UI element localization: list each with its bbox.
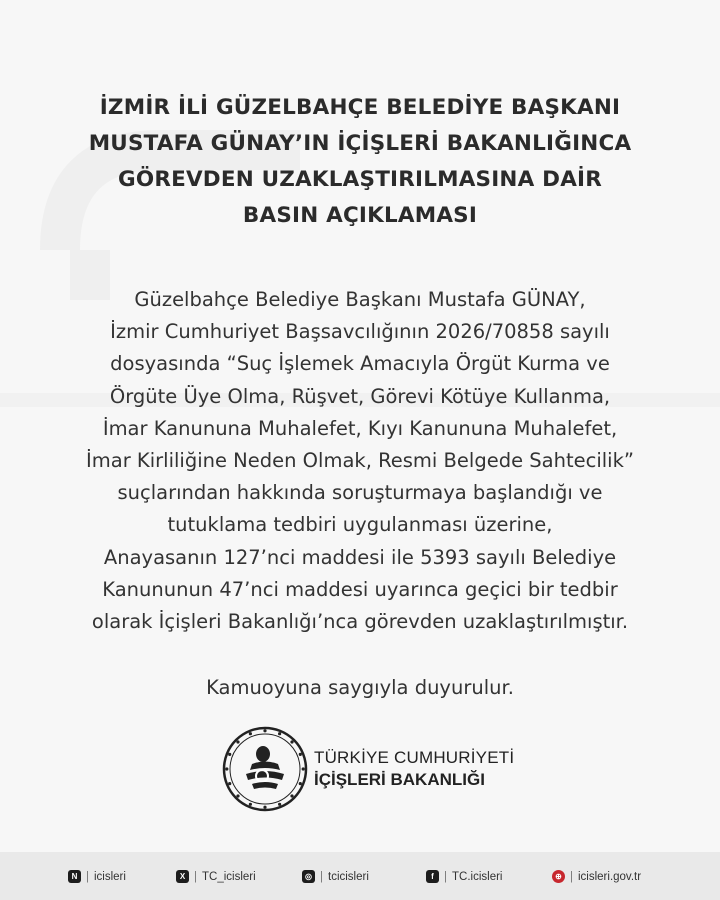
press-release-title	[0, 90, 720, 234]
emblem-star	[290, 794, 293, 797]
emblem-star	[263, 806, 266, 809]
emblem-star	[225, 767, 228, 770]
footer-facebook-link[interactable]	[426, 870, 502, 883]
emblem-star	[228, 782, 231, 785]
body-line: suçlarından hakkında soruşturmaya başlandığı ve	[117, 481, 603, 505]
separator: |	[320, 870, 323, 883]
ministry-line-2: İÇİŞLERİ BAKANLIĞI	[314, 770, 485, 789]
ministry-emblem-icon	[222, 726, 308, 812]
closing-line: Kamuoyuna saygıyla duyurulur.	[206, 676, 514, 699]
instagram-icon: ◎	[302, 870, 315, 883]
emblem-star	[278, 732, 281, 735]
footer-label: TC_icisleri	[202, 870, 256, 883]
footer-label: TC.icisleri	[452, 870, 503, 883]
body-line: tutuklama tedbiri uygulanması üzerine,	[167, 513, 553, 537]
ministry-wordmark	[314, 747, 514, 791]
footer-instagram-link[interactable]	[302, 870, 369, 883]
nsosyal-icon: N	[68, 870, 81, 883]
footer-website-link[interactable]	[552, 870, 641, 883]
body-line: İmar Kirliliğine Neden Olmak, Resmi Belgede Sahtecilik”	[86, 449, 634, 473]
web-icon: ⊕	[552, 870, 565, 883]
body-line: Anayasanın 127’nci maddesi ile 5393 sayılı Belediye	[103, 545, 617, 569]
body-line: Kanununun 47’nci maddesi uyarınca geçici bir tedbir	[102, 577, 618, 601]
footer-nsosyal-link[interactable]	[68, 870, 126, 883]
title-line: BASIN AÇIKLAMASI	[242, 203, 478, 228]
separator: |	[194, 870, 197, 883]
footer-bar	[0, 852, 720, 900]
emblem-star	[249, 732, 252, 735]
emblem-star	[228, 753, 231, 756]
body-line: Güzelbahçe Belediye Başkanı Mustafa GÜNAY,	[134, 288, 586, 311]
statement-body	[0, 284, 720, 638]
footer-label: icisleri	[94, 870, 126, 883]
body-line: İmar Kanununa Muhalefet, Kıyı Kanununa Muhalefet,	[102, 416, 618, 440]
emblem-star	[290, 740, 293, 743]
emblem-star	[302, 767, 305, 770]
emblem-star	[236, 740, 239, 743]
ministry-line-1: TÜRKİYE CUMHURİYETİ	[314, 748, 515, 767]
x-icon: X	[176, 870, 189, 883]
footer-label: icisleri.gov.tr	[578, 870, 642, 883]
title-line: İZMİR İLİ GÜZELBAHÇE BELEDİYE BAŞKANI	[99, 95, 621, 120]
body-line: olarak İçişleri Bakanlığı’nca görevden uzaklaştırılmıştır.	[91, 610, 629, 634]
emblem-star	[249, 803, 252, 806]
separator: |	[570, 870, 573, 883]
footer-label: tcicisleri	[328, 870, 369, 883]
emblem-star	[299, 782, 302, 785]
emblem-star	[299, 753, 302, 756]
emblem-star	[263, 729, 266, 732]
title-line: GÖREVDEN UZAKLAŞTIRILMASINA DAİR	[118, 167, 602, 192]
title-line: MUSTAFA GÜNAY’IN İÇİŞLERİ BAKANLIĞINCA	[88, 131, 632, 156]
emblem-star	[236, 794, 239, 797]
separator: |	[444, 870, 447, 883]
facebook-icon: f	[426, 870, 439, 883]
emblem-star	[278, 803, 281, 806]
body-line: Örgüte Üye Olma, Rüşvet, Görevi Kötüye Kullanma,	[109, 384, 611, 408]
body-line: dosyasında “Suç İşlemek Amacıyla Örgüt Kurma ve	[110, 352, 610, 376]
body-line: İzmir Cumhuriyet Başsavcılığının 2026/70858 sayılı	[110, 320, 610, 344]
footer-x-link[interactable]	[176, 870, 256, 883]
separator: |	[86, 870, 89, 883]
